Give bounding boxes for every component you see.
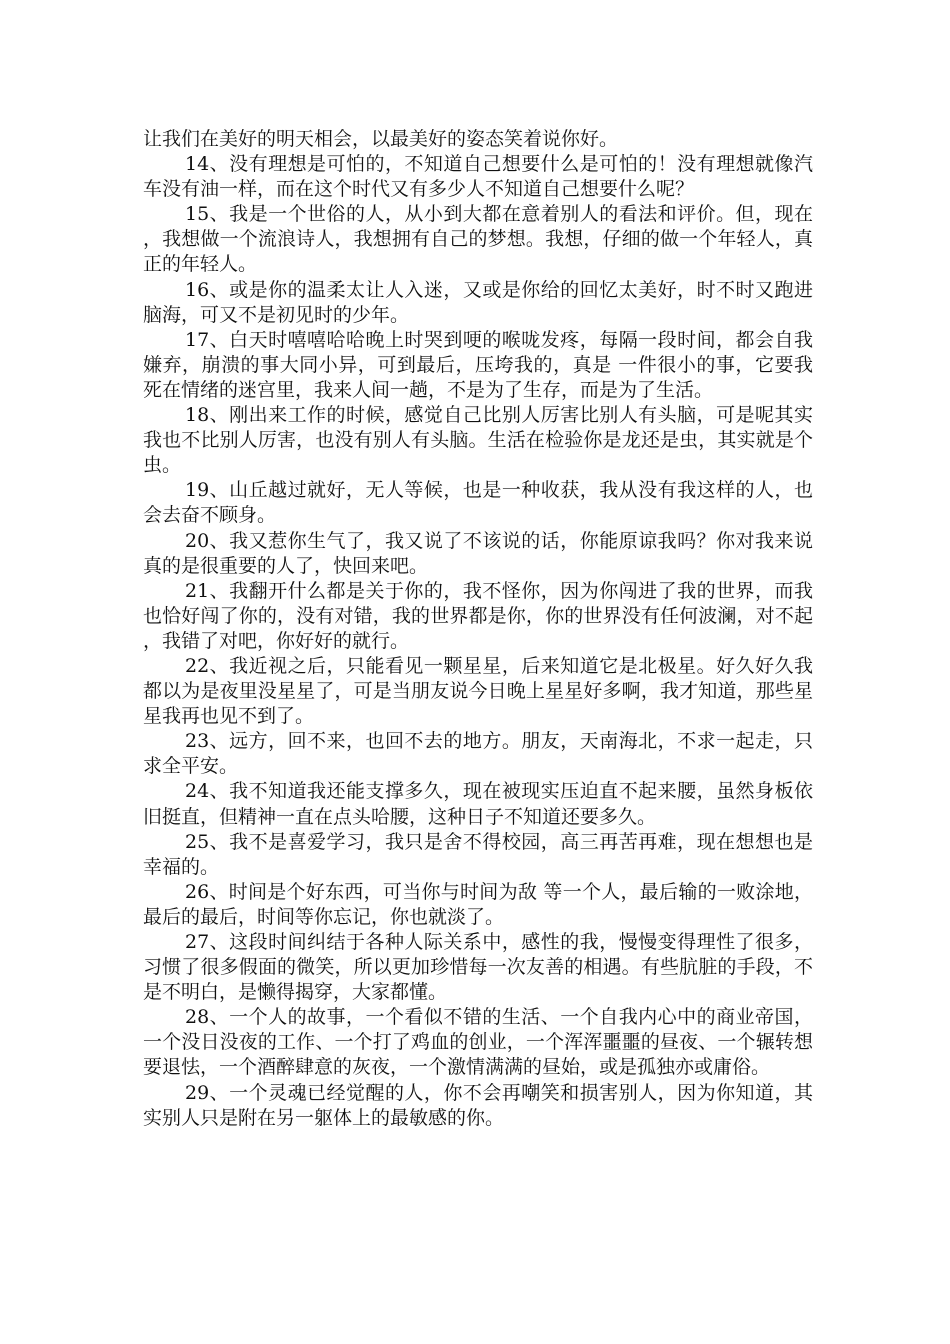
paragraph-18: 18、刚出来工作的时候，感觉自己比别人厉害比别人有头脑，可是呢其实我也不比别人厉害，也没有别人有头脑。生活在检验你是龙还是虫，其实就是个虫。 [143, 404, 813, 477]
paragraph-19: 19、山丘越过就好，无人等候，也是一种收获，我从没有我这样的人，也会去奋不顾身。 [143, 479, 813, 527]
paragraph-29: 29、一个灵魂已经觉醒的人，你不会再嘲笑和损害别人，因为你知道，其实别人只是附在另一躯体上的最敏感的你。 [143, 1081, 813, 1129]
paragraph-17: 17、白天时嘻嘻哈哈晚上时哭到哽的喉咙发疼，每隔一段时间，都会自我嫌弃，崩溃的事大同小异，可到最后，压垮我的，真是 一件很小的事，它要我死在情绪的迷宫里，我来人间一趟，不是为了生存，而是为了生活。 [143, 328, 813, 401]
paragraph-15: 15、我是一个世俗的人，从小到大都在意着别人的看法和评价。但，现在，我想做一个流浪诗人，我想拥有自己的梦想。我想，仔细的做一个年轻人，真正的年轻人。 [143, 203, 813, 276]
paragraph-28: 28、一个人的故事，一个看似不错的生活、一个自我内心中的商业帝国，一个没日没夜的工作、一个打了鸡血的创业，一个浑浑噩噩的昼夜、一个辗转想要退怯，一个酒醉肆意的灰夜，一个激情满满的昼始，或是孤独亦或庸俗。 [143, 1006, 813, 1079]
paragraph-16: 16、或是你的温柔太让人入迷，又或是你给的回忆太美好，时不时又跑进脑海，可又不是初见时的少年。 [143, 278, 813, 326]
paragraph-continuation: 让我们在美好的明天相会，以最美好的姿态笑着说你好。 [143, 128, 619, 150]
document-body [143, 127, 813, 1131]
paragraph-24: 24、我不知道我还能支撑多久，现在被现实压迫直不起来腰，虽然身板依旧挺直，但精神一直在点头哈腰，这种日子不知道还要多久。 [143, 780, 813, 828]
paragraph-23: 23、远方，回不来，也回不去的地方。朋友，天南海北，不求一起走，只求全平安。 [143, 730, 813, 778]
paragraph-26: 26、时间是个好东西，可当你与时间为敌 等一个人，最后输的一败涂地，最后的最后，时间等你忘记，你也就淡了。 [143, 880, 813, 928]
paragraph-27: 27、这段时间纠结于各种人际关系中，感性的我，慢慢变得理性了很多，习惯了很多假面的微笑，所以更加珍惜每一次友善的相遇。有些肮脏的手段，不是不明白，是懒得揭穿，大家都懂。 [143, 931, 813, 1004]
paragraph-20: 20、我又惹你生气了，我又说了不该说的话，你能原谅我吗？你对我来说真的是很重要的人了，快回来吧。 [143, 529, 813, 577]
paragraph-14: 14、没有理想是可怕的，不知道自己想要什么是可怕的！没有理想就像汽车没有油一样，而在这个时代又有多少人不知道自己想要什么呢？ [143, 153, 813, 201]
paragraph-21: 21、我翻开什么都是关于你的，我不怪你，因为你闯进了我的世界，而我也恰好闯了你的，没有对错，我的世界都是你，你的世界没有任何波澜，对不起，我错了对吧，你好好的就行。 [143, 579, 813, 652]
paragraph-22: 22、我近视之后，只能看见一颗星星，后来知道它是北极星。好久好久我都以为是夜里没星星了，可是当朋友说今日晚上星星好多啊，我才知道，那些星星我再也见不到了。 [143, 654, 813, 728]
paragraph-25: 25、我不是喜爱学习，我只是舍不得校园，高三再苦再难，现在想想也是幸福的。 [143, 830, 813, 878]
